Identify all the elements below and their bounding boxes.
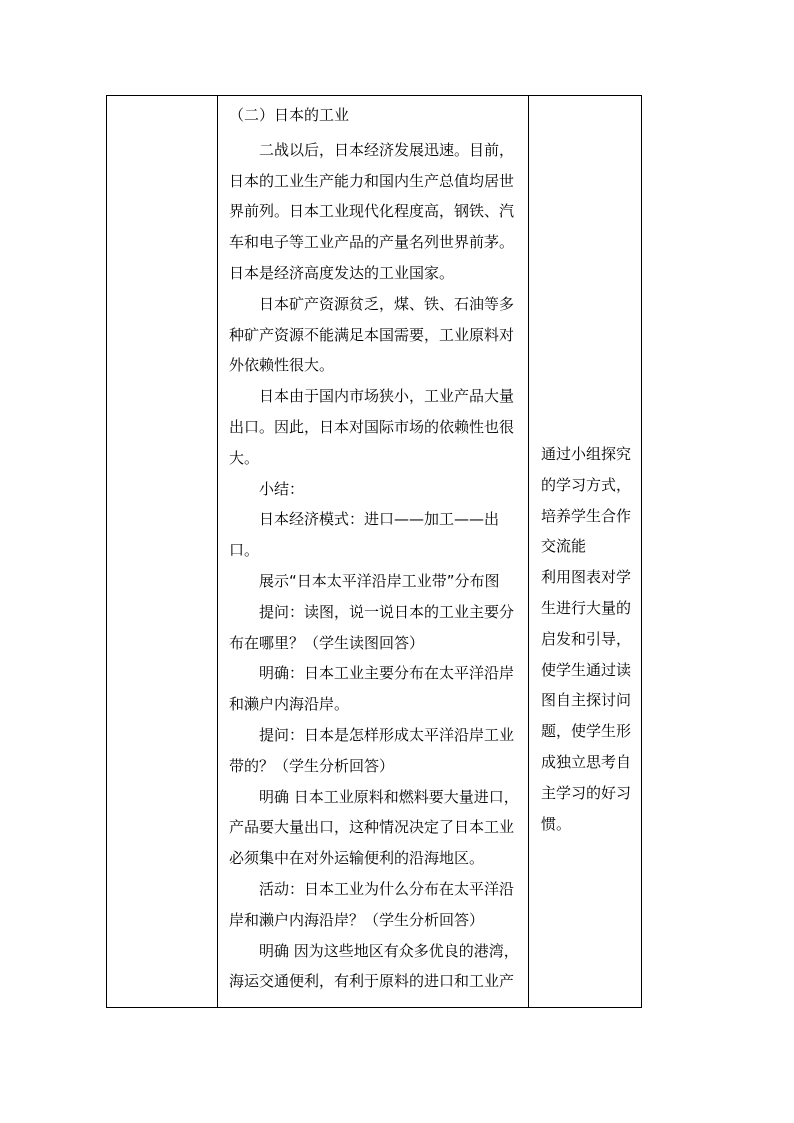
- economic-model: 日本经济模式：进口——加工——出口。: [229, 510, 500, 560]
- paragraph-market: 日本由于国内市场狭小，工业产品大量出口。因此，日本对国际市场的依赖性也很大。: [229, 387, 515, 467]
- summary-label: 小结：: [259, 479, 305, 498]
- column-divider-right: [528, 96, 529, 1007]
- activity-question: 活动：日本工业为什么分布在太平洋沿岸和濑户内海沿岸？（学生分析回答）: [229, 879, 515, 929]
- intent-note-group-study: 通过小组探究的学习方式，培养学生合作交流能: [541, 445, 632, 556]
- answer-distribution: 明确：日本工业主要分布在太平洋沿岸和濑户内海沿岸。: [229, 664, 515, 714]
- section-title: （二）日本的工业: [229, 106, 350, 124]
- paragraph-intro: 二战以后，日本经济发展迅速。目前，日本的工业生产能力和国内生产总值均居世界前列。日本工业现代化程度高，钢铁、汽车和电子等工业产品的产量名列世界前茅。日本是经济高度发达的工业国家。: [229, 140, 515, 282]
- intent-note-map-use: 利用图表对学生进行大量的启发和引导，使学生通过读图自主探讨问题，使学生形成独立思考自主学习的好习惯。: [541, 568, 632, 833]
- paragraph-resources: 日本矿产资源贫乏，煤、铁、石油等多种矿产资源不能满足本国需要，工业原料对外依赖性很大。: [229, 294, 515, 375]
- column-divider-left: [217, 96, 218, 1007]
- teaching-content-column: [219, 96, 527, 1007]
- answer-activity: 明确 因为这些地区有众多优良的港湾，海运交通便利，有利于原料的进口和工业产: [229, 941, 519, 991]
- question-formation: 提问：日本是怎样形成太平洋沿岸工业带的？（学生分析回答）: [229, 725, 515, 775]
- answer-formation: 明确 日本工业原料和燃料要大量进口，产品要大量出口，这种情况决定了日本工业必须集中在对外运输便利的沿海地区。: [229, 787, 519, 868]
- show-map-text: 展示“日本太平洋沿岸工业带”分布图: [259, 571, 500, 590]
- question-distribution: 提问：读图，说一说日本的工业主要分布在哪里？（学生读图回答）: [229, 602, 515, 652]
- design-intent-column: [536, 96, 636, 1007]
- lesson-table: [106, 95, 642, 1008]
